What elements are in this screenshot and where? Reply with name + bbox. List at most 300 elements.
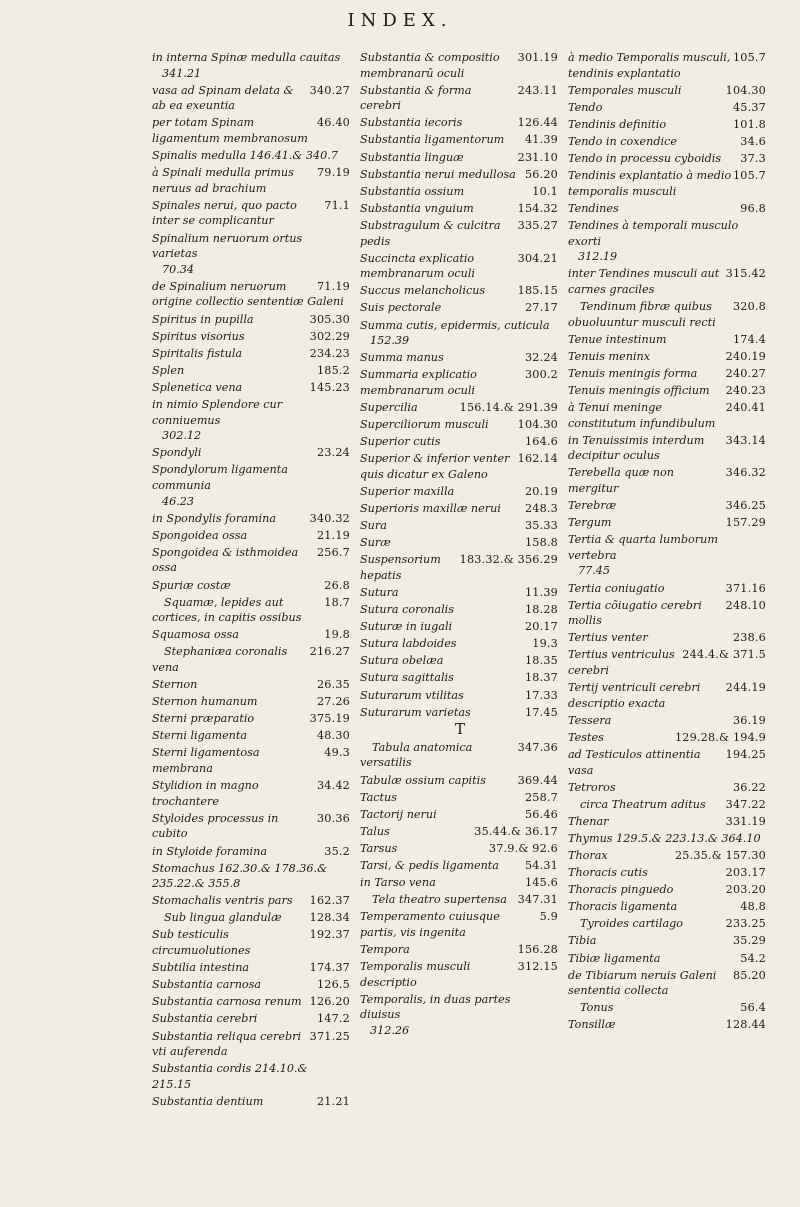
index-entry	[152, 511, 352, 527]
entry-term: Squamosa ossa	[152, 628, 239, 642]
entry-term: Sub lingua glandulæ	[164, 911, 282, 925]
index-entry	[568, 951, 768, 967]
entry-page-ref: 54.2	[740, 951, 766, 965]
entry-term: Substantia carnosa	[152, 978, 262, 992]
entry-page-ref: 320.8	[732, 299, 766, 313]
entry-page-ref: 203.20	[725, 883, 766, 897]
entry-term: Suturarum vtilitas	[360, 688, 464, 702]
entry-term: Spinalis medulla 146.41.& 340.7	[152, 149, 338, 163]
entry-term: Splen	[152, 363, 185, 377]
index-entry	[568, 747, 768, 778]
entry-term: Terebella quæ non mergitur	[568, 466, 674, 495]
entry-term: Spiritus visorius	[152, 329, 245, 343]
entry-page-ref: 37.9.& 92.6	[488, 841, 558, 855]
index-entry	[360, 300, 560, 316]
index-entry	[360, 959, 560, 990]
entry-page-ref: 240.41	[725, 400, 766, 414]
entry-page-ref: 258.7	[524, 790, 558, 804]
entry-term: Superior maxilla	[360, 484, 455, 498]
entry-term: Talus	[360, 824, 390, 838]
entry-page-ref: 105.7	[732, 169, 766, 183]
index-columns	[142, 50, 782, 1130]
entry-term: Supercilia	[360, 400, 418, 414]
index-entry	[152, 363, 352, 379]
entry-page-ref: 36.22	[732, 780, 766, 794]
entry-term: Tibia	[568, 934, 597, 948]
index-entry	[360, 251, 560, 282]
entry-page-ref: 164.6	[524, 435, 558, 449]
entry-term: Tactorij nerui	[360, 807, 437, 821]
entry-term: ad Testiculos attinentia vasa	[568, 747, 701, 777]
entry-page-ref: 19.3	[532, 637, 558, 651]
entry-term: Summaria explicatio membranarum oculi	[360, 368, 477, 397]
index-entry	[568, 581, 768, 597]
entry-term: Tela theatro supertensa	[372, 893, 507, 907]
entry-term: Subtilia intestina	[152, 961, 250, 975]
entry-term: Sutura obelæa	[360, 654, 444, 668]
entry-term: Spondyli	[152, 446, 202, 460]
index-entry	[568, 168, 768, 199]
entry-page-ref: 41.39	[524, 133, 558, 147]
entry-term: circa Theatrum aditus	[580, 797, 706, 811]
index-entry	[360, 552, 560, 583]
index-entry	[152, 329, 352, 345]
entry-page-ref: 371.25	[309, 1029, 350, 1043]
entry-page-ref: 340.27	[309, 83, 350, 97]
entry-page-ref: 256.7	[316, 545, 350, 559]
entry-term: Sternon	[152, 678, 198, 692]
index-entry	[568, 151, 768, 167]
index-entry	[568, 1000, 768, 1016]
entry-term: Tarsus	[360, 841, 398, 855]
index-entry	[360, 132, 560, 148]
entry-term: Substantia reliqua cerebri vti auferenda	[152, 1029, 302, 1059]
entry-page-ref: 194.25	[725, 747, 766, 761]
entry-term: Tempora	[360, 942, 410, 956]
index-entry	[152, 711, 352, 727]
entry-term: Spiritalis fistula	[152, 346, 243, 360]
index-entry	[568, 968, 768, 999]
entry-page-ref: 185.15	[517, 284, 558, 298]
entry-term: Suspensorium hepatis	[360, 553, 441, 582]
entry-term: Tabulæ ossium capitis	[360, 773, 486, 787]
index-entry	[568, 201, 768, 217]
index-entry	[152, 115, 352, 146]
index-entry	[360, 417, 560, 433]
entry-term: in Tarso vena	[360, 876, 436, 890]
entry-term: à Tenui meninge constitutum infundibulum	[568, 400, 716, 430]
entry-page-ref: 46.40	[316, 116, 350, 130]
index-entry	[360, 653, 560, 669]
entry-page-ref: 240.23	[725, 383, 766, 397]
entry-page-ref: 71.1	[324, 198, 350, 212]
index-entry	[568, 848, 768, 864]
index-entry	[360, 518, 560, 534]
index-entry	[568, 916, 768, 932]
entry-term: in Tenuissimis interdum decipitur oculus	[568, 433, 705, 463]
entry-page-ref: 25.35.& 157.30	[674, 849, 766, 862]
index-entry	[152, 595, 352, 626]
entry-page-ref: 104.30	[725, 83, 766, 97]
index-entry	[152, 893, 352, 909]
entry-page-ref: 18.7	[324, 595, 350, 609]
entry-term: in Spondylis foramina	[152, 511, 276, 525]
index-entry	[360, 434, 560, 450]
entry-term: Tendo in coxendice	[568, 134, 677, 148]
entry-page-ref: 37.3	[740, 152, 766, 166]
entry-page-ref: 21.19	[316, 528, 350, 542]
page-header-title: INDEX.	[347, 10, 453, 31]
entry-page-ref: 11.39	[524, 586, 558, 599]
index-entry	[360, 115, 560, 131]
index-entry	[568, 933, 768, 949]
entry-term: Tendines	[568, 201, 619, 215]
entry-page-ref: 35.2	[324, 844, 350, 858]
index-entry	[360, 501, 560, 517]
entry-page-ref: 301.19	[517, 51, 558, 64]
entry-term: à medio Temporalis musculi, tendinis explantatio	[568, 51, 731, 80]
entry-page-ref: 36.19	[732, 713, 766, 727]
index-entry	[568, 647, 768, 678]
entry-term: à Spinali medulla primus neruus ad brachium	[152, 166, 294, 195]
entry-page-ref: 234.23	[309, 346, 350, 360]
index-entry	[360, 484, 560, 500]
index-entry	[152, 1061, 352, 1092]
entry-page-ref-continued: 341.21	[162, 66, 202, 80]
index-entry	[152, 148, 352, 164]
entry-page-ref: 346.25	[725, 499, 766, 513]
entry-term: Tertius venter	[568, 631, 648, 645]
entry-term: Tendo	[568, 100, 603, 114]
entry-term: Tendinis explantatio à medio temporalis musculi	[568, 169, 732, 198]
entry-term: Tonsillæ	[568, 1018, 616, 1032]
index-entry	[360, 892, 560, 908]
entry-page-ref: 300.2	[524, 368, 558, 382]
entry-term: Sura	[360, 519, 387, 533]
entry-term: Squamæ, lepides aut cortices, in capitis ossibus	[152, 595, 302, 625]
entry-page-ref: 315.42	[725, 267, 766, 281]
entry-term: Substantia & compositio membranarū oculi	[360, 51, 500, 80]
entry-page-ref: 27.26	[316, 695, 350, 709]
index-entry	[568, 598, 768, 629]
index-entry	[360, 150, 560, 166]
entry-term: Temperamento cuiusque partis, vis ingenita	[360, 910, 500, 939]
entry-term: Substantia ligamentorum	[360, 133, 505, 147]
entry-page-ref: 56.4	[740, 1001, 766, 1015]
entry-term: per totam Spinam ligamentum membranosum	[152, 116, 308, 145]
index-entry	[152, 279, 352, 310]
entry-page-ref: 56.20	[524, 167, 558, 181]
entry-term: Tenuis meningis forma	[568, 366, 698, 380]
entry-term: Spinalium neruorum ortus varietas	[152, 231, 303, 261]
entry-page-ref: 48.30	[316, 729, 350, 743]
index-entry	[360, 201, 560, 217]
entry-term: Substantia nerui medullosa	[360, 167, 516, 181]
index-entry	[152, 977, 352, 993]
entry-term: Sutura labdoides	[360, 637, 457, 651]
index-entry	[360, 350, 560, 366]
index-entry	[360, 992, 560, 1039]
entry-page-ref: 45.37	[732, 100, 766, 114]
entry-term: Substantia carnosa renum	[152, 995, 302, 1009]
index-entry	[152, 811, 352, 842]
entry-page-ref: 216.27	[309, 645, 350, 659]
entry-term: Temporalis musculi descriptio	[360, 960, 471, 989]
entry-page-ref: 304.21	[517, 251, 558, 265]
entry-page-ref: 240.27	[725, 366, 766, 380]
index-entry	[152, 445, 352, 461]
entry-term: Tessera	[568, 713, 612, 727]
entry-page-ref: 343.14	[725, 433, 766, 447]
index-entry	[568, 366, 768, 382]
entry-page-ref: 10.1	[532, 184, 558, 198]
index-entry	[568, 433, 768, 464]
index-entry	[568, 865, 768, 881]
entry-page-ref: 238.6	[732, 631, 766, 645]
index-entry	[152, 994, 352, 1010]
entry-term: Sutura coronalis	[360, 603, 455, 617]
entry-page-ref-continued: 46.23	[162, 494, 195, 508]
index-entry	[568, 515, 768, 531]
entry-term: Temporalis, in duas partes diuisus	[360, 992, 511, 1022]
index-entry	[568, 780, 768, 796]
index-entry	[360, 451, 560, 482]
index-entry	[152, 1094, 352, 1110]
entry-page-ref: 174.37	[309, 961, 350, 975]
entry-term: Sternon humanum	[152, 695, 258, 709]
index-entry	[152, 745, 352, 776]
entry-page-ref: 371.16	[725, 581, 766, 595]
entry-term: Superciliorum musculi	[360, 418, 489, 432]
entry-page-ref: 32.24	[524, 351, 558, 365]
entry-page-ref: 101.8	[732, 117, 766, 131]
entry-term: Tetroros	[568, 780, 616, 794]
index-entry	[152, 578, 352, 594]
entry-page-ref-continued: 152.39	[370, 334, 410, 348]
entry-term: Thoracis ligamenta	[568, 900, 678, 914]
entry-term: Thorax	[568, 849, 608, 862]
index-entry	[152, 231, 352, 278]
entry-term: Spongoidea & isthmoidea ossa	[152, 545, 299, 575]
entry-term: Succus melancholicus	[360, 284, 486, 298]
entry-term: Tendinis definitio	[568, 117, 667, 131]
index-entry	[152, 312, 352, 328]
entry-term: Thenar	[568, 814, 609, 828]
entry-page-ref: 34.6	[740, 134, 766, 148]
index-entry	[360, 167, 560, 183]
entry-page-ref: 145.6	[524, 876, 558, 890]
entry-term: Suis pectorale	[360, 301, 442, 315]
index-entry	[152, 644, 352, 675]
entry-term: Sterni ligamenta	[152, 729, 248, 743]
index-entry	[568, 349, 768, 365]
index-column-3	[568, 50, 768, 1035]
index-entry	[152, 677, 352, 693]
entry-page-ref: 35.44.& 36.17	[474, 824, 558, 838]
entry-term: Spuriæ costæ	[152, 578, 231, 592]
index-entry	[152, 1029, 352, 1060]
entry-page-ref: 48.8	[740, 900, 766, 914]
index-column-2	[360, 50, 560, 1040]
entry-term: Spondylorum ligamenta communia	[152, 463, 288, 492]
index-entry	[360, 875, 560, 891]
index-entry	[568, 117, 768, 133]
entry-page-ref: 54.31	[524, 859, 558, 872]
entry-term: Stomachalis ventris pars	[152, 894, 293, 908]
entry-term: Sutura	[360, 586, 399, 599]
entry-term: Sterni ligamentosa membrana	[152, 746, 260, 776]
index-entry	[568, 465, 768, 496]
index-entry	[360, 740, 560, 771]
section-letter: T	[454, 720, 465, 739]
index-entry	[568, 383, 768, 399]
entry-term: Tonus	[580, 1001, 614, 1015]
entry-term: Temporales musculi	[568, 83, 682, 97]
entry-page-ref: 23.24	[316, 446, 350, 460]
index-entry	[568, 400, 768, 431]
index-entry	[152, 462, 352, 509]
index-entry	[360, 535, 560, 551]
entry-page-ref: 19.8	[324, 628, 350, 642]
entry-term: Superior & inferior venter quis dicatur ex Galeno	[360, 452, 510, 481]
entry-page-ref: 17.45	[524, 705, 558, 719]
entry-term: Tarsi, & pedis ligamenta	[360, 859, 499, 872]
entry-page-ref: 126.20	[309, 995, 350, 1009]
entry-term: Sub testiculis circumuolutiones	[152, 928, 251, 958]
entry-page-ref: 126.44	[517, 116, 558, 130]
index-column-1	[152, 50, 352, 1111]
index-entry	[152, 198, 352, 229]
index-entry	[568, 332, 768, 348]
index-entry	[360, 318, 560, 349]
entry-term: Spiritus in pupilla	[152, 312, 254, 326]
index-entry	[152, 861, 352, 892]
index-entry	[152, 346, 352, 362]
index-entry	[152, 50, 352, 81]
entry-term: Stomachus 162.30.& 178.36.& 235.22.& 355.8	[152, 861, 328, 891]
index-entry	[568, 50, 768, 81]
entry-term: Tendinum fibræ quibus obuoluuntur musculi recti	[568, 299, 716, 329]
entry-page-ref: 104.30	[517, 418, 558, 432]
entry-page-ref: 244.4.& 371.5	[682, 648, 766, 662]
entry-term: Tibiæ ligamenta	[568, 951, 661, 965]
entry-term: Sterni præparatio	[152, 712, 255, 726]
entry-page-ref: 30.36	[316, 811, 350, 825]
index-entry	[360, 670, 560, 686]
entry-term: Tertia coniugatio	[568, 581, 665, 595]
entry-page-ref-continued: 70.34	[162, 262, 195, 276]
entry-page-ref: 174.4	[732, 332, 766, 346]
entry-page-ref: 243.11	[517, 83, 558, 97]
entry-term: Suturæ in iugali	[360, 620, 453, 634]
entry-term: Substantia vnguium	[360, 201, 474, 215]
entry-term: Substantia dentium	[152, 1094, 264, 1108]
entry-term: Tertij ventriculi cerebri descriptio exacta	[568, 681, 701, 710]
entry-term: Splenetica vena	[152, 380, 243, 394]
index-entry	[152, 910, 352, 926]
index-entry	[152, 627, 352, 643]
entry-page-ref: 340.32	[309, 511, 350, 525]
entry-page-ref: 158.8	[524, 536, 558, 550]
entry-page-ref-continued: 77.45	[578, 564, 611, 578]
entry-page-ref: 18.35	[524, 654, 558, 668]
entry-term: Styloides processus in cubito	[152, 811, 279, 841]
index-entry	[360, 636, 560, 652]
entry-term: Summa manus	[360, 351, 444, 365]
entry-term: Tendo in processu cyboidis	[568, 152, 722, 166]
entry-page-ref: 185.2	[316, 363, 350, 377]
entry-term: Thoracis cutis	[568, 866, 648, 880]
entry-term: Tergum	[568, 516, 612, 530]
index-entry	[360, 688, 560, 704]
index-entry	[360, 400, 560, 416]
index-entry	[568, 882, 768, 898]
entry-page-ref: 85.20	[732, 968, 766, 982]
entry-term: Substantia ossium	[360, 184, 465, 198]
entry-page-ref: 128.44	[725, 1018, 766, 1032]
entry-page-ref: 35.29	[732, 934, 766, 948]
entry-term: in interna Spinæ medulla cauitas	[152, 51, 341, 64]
entry-term: Stephaniæa coronalis vena	[152, 645, 288, 674]
entry-term: Succincta explicatio membranarum oculi	[360, 251, 475, 281]
entry-page-ref: 157.29	[725, 516, 766, 530]
index-entry	[360, 184, 560, 200]
entry-page-ref: 244.19	[725, 681, 766, 695]
index-entry	[152, 397, 352, 444]
entry-page-ref: 34.42	[316, 779, 350, 793]
entry-page-ref: 233.25	[725, 917, 766, 931]
index-entry	[568, 680, 768, 711]
entry-term: vasa ad Spinam delata & ab ea exeuntia	[152, 83, 294, 113]
entry-term: Thoracis pinguedo	[568, 883, 674, 897]
index-entry	[568, 299, 768, 330]
index-entry	[360, 841, 560, 857]
entry-page-ref: 375.19	[309, 712, 350, 726]
entry-page-ref: 192.37	[309, 928, 350, 942]
entry-page-ref: 203.17	[725, 866, 766, 880]
index-entry	[360, 773, 560, 789]
entry-page-ref: 79.19	[316, 166, 350, 180]
index-entry	[152, 528, 352, 544]
entry-page-ref: 147.2	[316, 1012, 350, 1026]
entry-term: Tertia cõiugatio cerebri mollis	[568, 598, 702, 628]
entry-page-ref: 335.27	[517, 218, 558, 232]
entry-page-ref: 347.36	[517, 740, 558, 754]
entry-term: Substantia cerebri	[152, 1012, 258, 1026]
entry-page-ref: 154.32	[517, 201, 558, 215]
entry-term: Tertia & quarta lumborum vertebra	[568, 533, 718, 562]
entry-page-ref: 17.33	[524, 688, 558, 702]
entry-page-ref: 183.32.& 356.29	[459, 553, 558, 567]
entry-term: de Tibiarum neruis Galeni sententia collecta	[568, 968, 717, 998]
entry-term: Suturarum varietas	[360, 705, 471, 719]
entry-term: Tenuis meningis officium	[568, 383, 710, 397]
entry-page-ref: 156.14.& 291.39	[459, 400, 558, 414]
index-entry	[360, 367, 560, 398]
entry-term: Superioris maxillæ nerui	[360, 502, 501, 516]
entry-term: Spinales nerui, quo pacto inter se complicantur	[152, 198, 297, 228]
index-entry	[152, 694, 352, 710]
entry-page-ref: 129.28.& 194.9	[674, 730, 766, 744]
index-entry	[360, 942, 560, 958]
entry-page-ref: 35.33	[524, 519, 558, 533]
index-entry	[360, 909, 560, 940]
index-entry	[360, 858, 560, 874]
entry-page-ref: 240.19	[725, 349, 766, 363]
entry-term: Tenue intestinum	[568, 332, 667, 346]
index-entry	[152, 960, 352, 976]
entry-page-ref-continued: 312.26	[370, 1023, 410, 1037]
